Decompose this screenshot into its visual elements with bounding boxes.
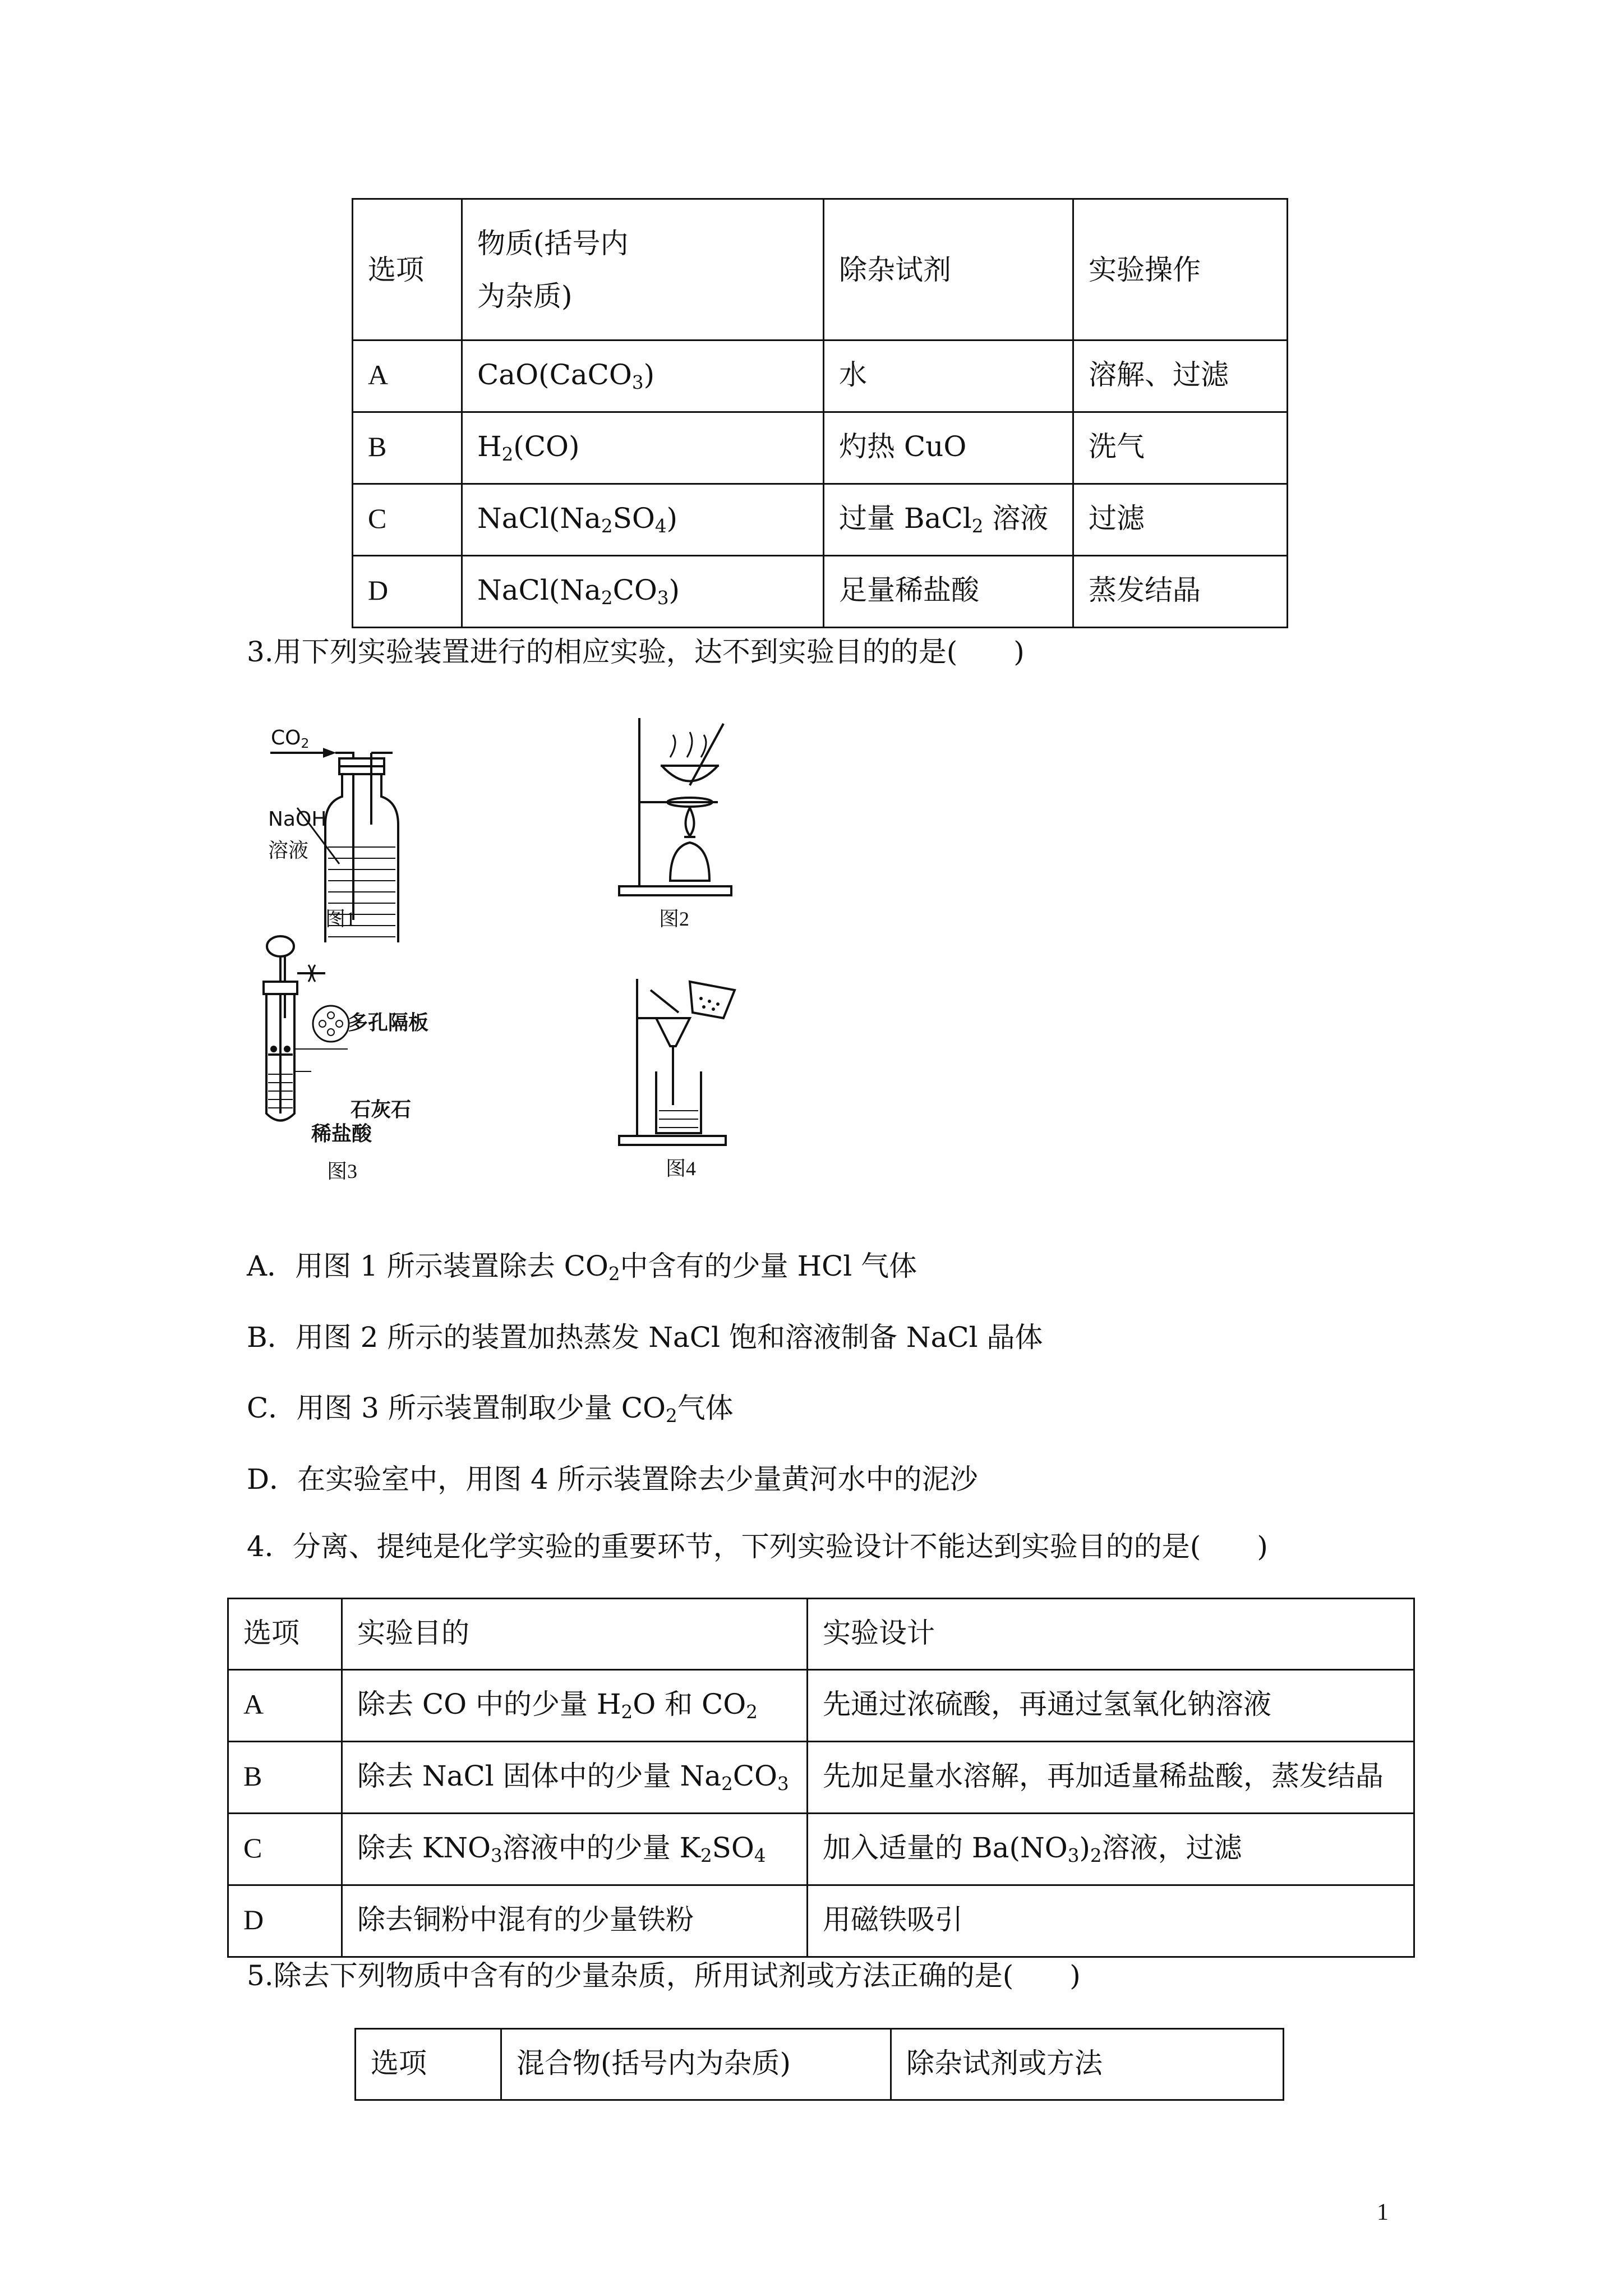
subscript: 2 — [721, 1773, 733, 1795]
header-reagent: 除杂试剂 — [824, 199, 1073, 341]
row-design: 用磁铁吸引 — [808, 1885, 1414, 1957]
table-q5 — [354, 2028, 1284, 2101]
row-design: 先加足量水溶解，再加适量稀盐酸，蒸发结晶 — [808, 1742, 1414, 1814]
header-option: 选项 — [356, 2029, 501, 2100]
subscript: 3 — [491, 1845, 502, 1867]
substance-text: (CO) — [513, 430, 580, 463]
goal-text: O 和 CO — [633, 1688, 746, 1720]
subscript: 2 — [501, 444, 514, 466]
table-row — [228, 1814, 1414, 1885]
substance-text: ) — [668, 574, 680, 606]
row-substance — [462, 484, 824, 556]
design-text: 溶液，过滤 — [1101, 1832, 1242, 1864]
table-row — [228, 1670, 1414, 1742]
substance-text: CaO(CaCO — [477, 358, 632, 391]
figure-4-filtration — [617, 973, 751, 1147]
row-operation: 溶解、过滤 — [1073, 341, 1288, 412]
subscript: 3 — [631, 372, 644, 394]
option-text: 气体 — [677, 1392, 734, 1424]
design-text: 加入适量的 Ba(NO — [823, 1832, 1068, 1864]
option-text: B．用图 2 所示的装置加热蒸发 NaCl 饱和溶液制备 NaCl 晶体 — [247, 1321, 1043, 1354]
substance-text: CO — [612, 574, 657, 606]
option-text: C．用图 3 所示装置制取少量 CO — [247, 1392, 666, 1424]
table-header-row — [353, 199, 1288, 341]
design-text: ) — [1079, 1832, 1090, 1864]
substance-text: ) — [643, 358, 655, 391]
row-option: A — [228, 1670, 342, 1742]
header-goal: 实验目的 — [342, 1599, 808, 1670]
header-option: 选项 — [228, 1599, 342, 1670]
row-option: C — [353, 484, 462, 556]
table-row — [228, 1742, 1414, 1814]
fig4-caption: 图4 — [666, 1157, 697, 1180]
substance-text: ) — [666, 502, 678, 535]
figure-2-evaporation — [617, 712, 746, 898]
subscript: 4 — [754, 1845, 766, 1867]
row-option: D — [353, 556, 462, 628]
header-substance — [462, 199, 824, 341]
row-goal: 除去铜粉中混有的少量铁粉 — [342, 1885, 808, 1957]
option-text: A．用图 1 所示装置除去 CO — [247, 1250, 608, 1282]
row-goal — [342, 1742, 808, 1814]
header-mixture: 混合物(括号内为杂质) — [501, 2029, 891, 2100]
q4-stem: 4．分离、提纯是化学实验的重要环节，下列实验设计不能达到实验目的的是( ) — [247, 1530, 1268, 1563]
subscript: 2 — [971, 516, 984, 537]
row-substance — [462, 556, 824, 628]
row-reagent: 水 — [824, 341, 1073, 412]
subscript: 3 — [777, 1773, 789, 1795]
row-design — [808, 1814, 1414, 1885]
q3-option-b — [247, 1319, 1043, 1355]
subscript: 2 — [621, 1701, 633, 1723]
fig1-naoh-label: NaOH — [268, 808, 327, 831]
row-goal — [342, 1814, 808, 1885]
q3-stem: 3.用下列实验装置进行的相应实验，达不到实验目的的是( ) — [247, 636, 1025, 668]
fig3-porous-plate-label: 多孔隔板 — [348, 1011, 429, 1034]
subscript: 3 — [1067, 1845, 1080, 1867]
row-operation: 过滤 — [1073, 484, 1288, 556]
subscript: 3 — [657, 587, 669, 609]
fig3-limestone-label: 石灰石 — [351, 1098, 412, 1121]
subscript: 2 — [1090, 1845, 1102, 1867]
goal-text: 除去 KNO — [357, 1832, 491, 1864]
q5-stem: 5.除去下列物质中含有的少量杂质，所用试剂或方法正确的是( ) — [247, 1959, 1081, 1992]
row-substance — [462, 412, 824, 484]
table-q4 — [227, 1598, 1415, 1958]
fig3-caption: 图3 — [327, 1160, 358, 1182]
goal-text: 除去 CO 中的少量 H — [357, 1688, 621, 1720]
table-row — [353, 484, 1288, 556]
table-header-row — [228, 1599, 1414, 1670]
row-goal — [342, 1670, 808, 1742]
reagent-text: 过量 BaCl — [839, 502, 972, 535]
subscript: 2 — [601, 516, 613, 537]
table-row — [228, 1885, 1414, 1957]
table-row — [353, 412, 1288, 484]
header-design: 实验设计 — [808, 1599, 1414, 1670]
subscript: 2 — [608, 1263, 620, 1285]
substance-text: H — [477, 430, 502, 463]
row-substance — [462, 341, 824, 412]
q3-option-c — [247, 1390, 734, 1426]
row-operation: 洗气 — [1073, 412, 1288, 484]
row-option: A — [353, 341, 462, 412]
substance-text: NaCl(Na — [477, 574, 601, 606]
subscript: 2 — [666, 1405, 677, 1427]
header-option: 选项 — [353, 199, 462, 341]
fig2-caption: 图2 — [659, 908, 690, 930]
substance-text: NaCl(Na — [477, 502, 601, 535]
table-q2 — [352, 198, 1288, 628]
row-option: C — [228, 1814, 342, 1885]
page-number: 1 — [1377, 2200, 1389, 2225]
q3-option-a — [247, 1248, 917, 1284]
row-reagent: 足量稀盐酸 — [824, 556, 1073, 628]
q3-option-d — [247, 1461, 978, 1497]
subscript: 2 — [301, 735, 310, 751]
header-substance-line2: 为杂质) — [477, 279, 573, 312]
gas-formula: CO — [271, 726, 301, 749]
header-substance-line1: 物质(括号内 — [477, 227, 629, 260]
goal-text: CO — [732, 1760, 777, 1792]
goal-text: 溶液中的少量 K — [502, 1832, 700, 1864]
substance-text: SO — [612, 502, 655, 535]
option-text: 中含有的少量 HCl 气体 — [620, 1250, 917, 1282]
row-option: D — [228, 1885, 342, 1957]
row-operation: 蒸发结晶 — [1073, 556, 1288, 628]
table-header-row — [356, 2029, 1284, 2100]
row-option: B — [353, 412, 462, 484]
fig3-hcl-label: 稀盐酸 — [311, 1122, 372, 1145]
subscript: 4 — [654, 516, 667, 537]
header-operation: 实验操作 — [1073, 199, 1288, 341]
header-method: 除杂试剂或方法 — [891, 2029, 1284, 2100]
row-option: B — [228, 1742, 342, 1814]
row-reagent: 灼热 CuO — [824, 412, 1073, 484]
subscript: 2 — [700, 1845, 712, 1867]
fig1-caption: 图1 — [325, 908, 356, 930]
row-design: 先通过浓硫酸，再通过氢氧化钠溶液 — [808, 1670, 1414, 1742]
goal-text: SO — [712, 1832, 754, 1864]
fig1-gas-label — [271, 726, 309, 749]
subscript: 2 — [601, 587, 613, 609]
fig1-solution-label: 溶液 — [268, 839, 309, 862]
row-reagent — [824, 484, 1073, 556]
table-row — [353, 341, 1288, 412]
option-text: D．在实验室中，用图 4 所示装置除去少量黄河水中的泥沙 — [247, 1463, 978, 1496]
subscript: 2 — [746, 1701, 758, 1723]
table-row — [353, 556, 1288, 628]
goal-text: 除去 NaCl 固体中的少量 Na — [357, 1760, 722, 1792]
reagent-text: 溶液 — [983, 502, 1049, 535]
